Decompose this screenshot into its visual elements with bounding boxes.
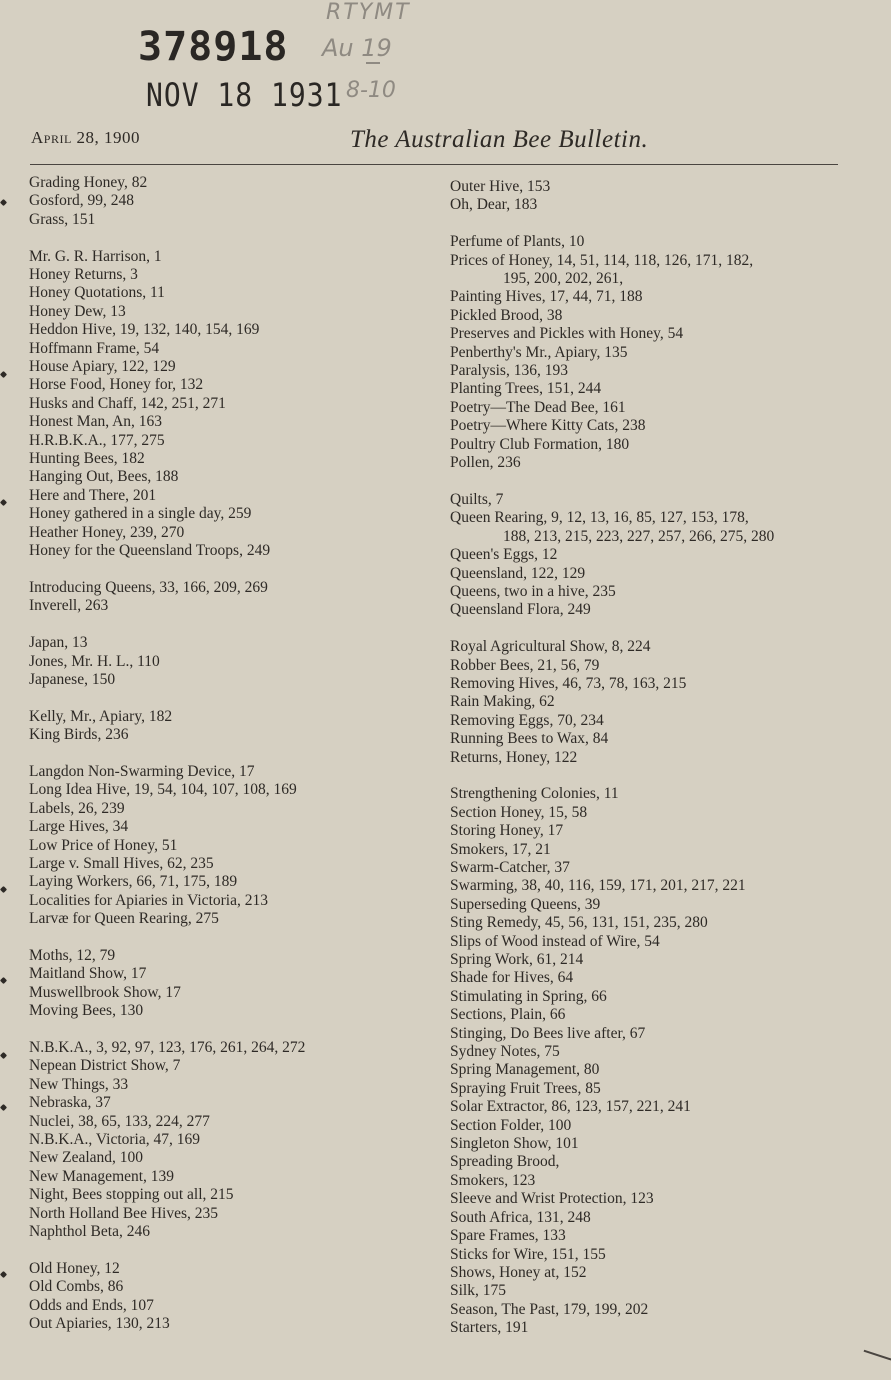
index-entry: New Zealand, 100 — [29, 1149, 144, 1167]
index-group — [450, 785, 870, 1337]
index-right-column — [450, 178, 870, 1356]
index-entry: Silk, 175 — [450, 1282, 506, 1300]
index-group — [29, 634, 429, 689]
index-group — [450, 491, 870, 620]
index-group — [29, 1039, 429, 1241]
index-entry: Laying Workers, 66, 71, 175, 189 — [29, 873, 238, 891]
index-entry: Maitland Show, 17 — [29, 965, 147, 983]
index-entry: Queen's Eggs, 12 — [450, 546, 558, 564]
index-entry: Section Honey, 15, 58 — [450, 803, 588, 821]
handwritten-note-line3: 8-10 — [346, 78, 396, 103]
index-entry: Old Honey, 12 — [29, 1259, 120, 1277]
accession-stamp-number: 378918 — [138, 24, 289, 70]
index-entry: Poetry—The Dead Bee, 161 — [450, 398, 626, 416]
index-entry: Heddon Hive, 19, 132, 140, 154, 169 — [29, 321, 260, 339]
index-entry: Husks and Chaff, 142, 251, 271 — [29, 394, 226, 412]
index-entry: Nuclei, 38, 65, 133, 224, 277 — [29, 1112, 210, 1130]
index-entry: Spring Work, 61, 214 — [450, 951, 584, 968]
index-entry: Oh, Dear, 183 — [450, 196, 538, 214]
index-entry: Spreading Brood, — [450, 1153, 560, 1171]
index-entry: New Things, 33 — [29, 1075, 129, 1093]
index-entry: Heather Honey, 239, 270 — [29, 523, 185, 541]
index-group — [450, 178, 870, 215]
index-entry: Spring Management, 80 — [450, 1061, 600, 1079]
index-entry: Removing Hives, 46, 73, 78, 163, 215 — [450, 674, 687, 692]
margin-mark — [0, 977, 7, 984]
handwritten-note-line1: RTYMT — [326, 0, 411, 25]
index-entry: Nebraska, 37 — [29, 1094, 111, 1112]
index-entry: Poetry—Where Kitty Cats, 238 — [450, 417, 646, 435]
index-entry: Starters, 191 — [450, 1319, 529, 1337]
index-group — [29, 947, 429, 1021]
index-entry: N.B.K.A., 3, 92, 97, 123, 176, 261, 264, 272 — [29, 1038, 306, 1056]
index-entry: Queensland, 122, 129 — [450, 564, 586, 582]
header-rule — [30, 164, 838, 165]
index-entry: Section Folder, 100 — [450, 1116, 572, 1134]
margin-mark — [0, 499, 7, 506]
index-entry: South Africa, 131, 248 — [450, 1208, 591, 1226]
index-group — [29, 1260, 429, 1334]
index-entry: Preserves and Pickles with Honey, 54 — [450, 325, 684, 343]
index-entry: Pickled Brood, 38 — [450, 306, 563, 324]
index-entry: Painting Hives, 17, 44, 71, 188 — [450, 288, 643, 306]
index-entry: Localities for Apiaries in Victoria, 213 — [29, 891, 268, 909]
index-entry: Larvæ for Queen Rearing, 275 — [29, 910, 219, 928]
index-entry: Prices of Honey, 14, 51, 114, 118, 126, 171, 182, — [450, 251, 754, 269]
index-entry: Honey gathered in a single day, 259 — [29, 505, 252, 523]
header-date: April 28, 1900 — [31, 128, 141, 147]
index-entry: Honey Returns, 3 — [29, 266, 138, 284]
index-entry: Singleton Show, 101 — [450, 1135, 579, 1153]
index-entry: Out Apiaries, 130, 213 — [29, 1315, 170, 1333]
margin-mark — [0, 199, 7, 206]
index-entry: Japanese, 150 — [29, 670, 116, 688]
index-group — [29, 708, 429, 745]
index-group — [450, 233, 870, 472]
index-entry: Season, The Past, 179, 199, 202 — [450, 1300, 649, 1318]
margin-mark — [0, 371, 7, 378]
index-entry: Nepean District Show, 7 — [29, 1057, 181, 1075]
margin-mark — [0, 886, 7, 893]
index-entry: Grading Honey, 82 — [29, 174, 148, 191]
index-entry: Outer Hive, 153 — [450, 178, 551, 195]
index-entry: Mr. G. R. Harrison, 1 — [29, 247, 162, 265]
index-entry: Langdon Non-Swarming Device, 17 — [29, 762, 255, 780]
index-entry: Moths, 12, 79 — [29, 946, 116, 964]
index-entry: Spare Frames, 133 — [450, 1227, 566, 1245]
index-entry: Night, Bees stopping out all, 215 — [29, 1186, 234, 1204]
index-entry: Odds and Ends, 107 — [29, 1296, 154, 1314]
index-entry: Slips of Wood instead of Wire, 54 — [450, 932, 660, 950]
index-entry: Large v. Small Hives, 62, 235 — [29, 854, 214, 872]
index-entry: Introducing Queens, 33, 166, 209, 269 — [29, 578, 268, 596]
index-entry: Storing Honey, 17 — [450, 822, 564, 840]
index-entry: Labels, 26, 239 — [29, 799, 125, 817]
index-entry: North Holland Bee Hives, 235 — [29, 1204, 218, 1222]
index-entry: King Birds, 236 — [29, 726, 129, 744]
index-group — [450, 638, 870, 767]
index-entry: Stinging, Do Bees live after, 67 — [450, 1024, 646, 1042]
index-entry: Rain Making, 62 — [450, 693, 555, 711]
margin-mark — [0, 1052, 7, 1059]
index-entry: Stimulating in Spring, 66 — [450, 987, 607, 1005]
page-edge-mark — [859, 1350, 891, 1374]
index-entry: Paralysis, 136, 193 — [450, 362, 568, 380]
index-entry: 188, 213, 215, 223, 227, 257, 266, 275, 280 — [503, 527, 775, 545]
index-entry: H.R.B.K.A., 177, 275 — [29, 431, 165, 449]
index-entry: Sticks for Wire, 151, 155 — [450, 1245, 606, 1263]
index-entry: 195, 200, 202, 261, — [503, 270, 624, 288]
index-entry: Kelly, Mr., Apiary, 182 — [29, 707, 173, 725]
index-entry: Smokers, 17, 21 — [450, 840, 551, 858]
index-entry: Smokers, 123 — [450, 1171, 536, 1189]
publication-title: The Australian Bee Bulletin. — [350, 126, 649, 153]
margin-mark — [0, 1271, 7, 1278]
index-group — [29, 763, 429, 929]
index-entry: Jones, Mr. H. L., 110 — [29, 652, 160, 670]
index-entry: Sting Remedy, 45, 56, 131, 151, 235, 280 — [450, 914, 708, 932]
index-entry: Perfume of Plants, 10 — [450, 233, 585, 251]
handwritten-note-line2: Au 19 — [322, 34, 392, 62]
index-entry: Long Idea Hive, 19, 54, 104, 107, 108, 169 — [29, 781, 297, 799]
index-entry: Low Price of Honey, 51 — [29, 836, 178, 854]
index-entry: Shows, Honey at, 152 — [450, 1263, 587, 1281]
received-date-stamp: NOV 18 1931 — [146, 76, 343, 114]
handwritten-dash — [366, 62, 380, 64]
index-entry: Honey Dew, 13 — [29, 302, 126, 320]
index-entry: Pollen, 236 — [450, 454, 521, 472]
index-entry: Large Hives, 34 — [29, 818, 129, 836]
index-entry: Honest Man, An, 163 — [29, 413, 163, 431]
index-group — [29, 174, 429, 229]
index-entry: Spraying Fruit Trees, 85 — [450, 1079, 601, 1097]
index-entry: Swarm-Catcher, 37 — [450, 858, 570, 876]
index-entry: Gosford, 99, 248 — [29, 192, 135, 210]
index-entry: Here and There, 201 — [29, 486, 157, 504]
index-entry: Royal Agricultural Show, 8, 224 — [450, 638, 651, 656]
index-entry: Penberthy's Mr., Apiary, 135 — [450, 343, 628, 361]
index-entry: Queen Rearing, 9, 12, 13, 16, 85, 127, 153, 178, — [450, 509, 749, 527]
index-entry: Sleeve and Wrist Protection, 123 — [450, 1190, 654, 1208]
index-group — [29, 248, 429, 561]
index-entry: Japan, 13 — [29, 634, 88, 652]
index-entry: Queensland Flora, 249 — [450, 601, 591, 619]
index-left-column — [29, 174, 429, 1352]
index-entry: Hunting Bees, 182 — [29, 450, 145, 468]
index-entry: Naphthol Beta, 246 — [29, 1223, 150, 1241]
index-entry: Honey Quotations, 11 — [29, 284, 165, 302]
index-entry: N.B.K.A., Victoria, 47, 169 — [29, 1131, 200, 1149]
index-entry: Grass, 151 — [29, 210, 96, 228]
index-entry: Hoffmann Frame, 54 — [29, 339, 160, 357]
index-entry: Sydney Notes, 75 — [450, 1043, 560, 1061]
index-entry: Honey for the Queensland Troops, 249 — [29, 542, 271, 560]
index-entry: Solar Extractor, 86, 123, 157, 221, 241 — [450, 1098, 691, 1116]
index-entry: Robber Bees, 21, 56, 79 — [450, 656, 600, 674]
index-entry: Superseding Queens, 39 — [450, 895, 601, 913]
index-entry: House Apiary, 122, 129 — [29, 358, 176, 376]
index-entry: Inverell, 263 — [29, 597, 109, 615]
index-entry: Sections, Plain, 66 — [450, 1006, 566, 1024]
index-entry: Poultry Club Formation, 180 — [450, 435, 630, 453]
index-entry: Hanging Out, Bees, 188 — [29, 468, 179, 486]
index-entry: Queens, two in a hive, 235 — [450, 582, 616, 600]
margin-mark — [0, 1104, 7, 1111]
index-entry: Running Bees to Wax, 84 — [450, 730, 609, 748]
index-entry: Muswellbrook Show, 17 — [29, 983, 181, 1001]
index-entry: Strengthening Colonies, 11 — [450, 785, 619, 803]
index-entry: Swarming, 38, 40, 116, 159, 171, 201, 217, 221 — [450, 877, 746, 895]
index-entry: Horse Food, Honey for, 132 — [29, 376, 204, 394]
index-entry: New Management, 139 — [29, 1167, 175, 1185]
index-entry: Quilts, 7 — [450, 490, 504, 508]
index-entry: Shade for Hives, 64 — [450, 969, 574, 987]
index-entry: Removing Eggs, 70, 234 — [450, 711, 604, 729]
index-entry: Returns, Honey, 122 — [450, 748, 578, 766]
index-entry: Moving Bees, 130 — [29, 1002, 144, 1020]
index-entry: Planting Trees, 151, 244 — [450, 380, 602, 398]
index-entry: Old Combs, 86 — [29, 1278, 124, 1296]
index-group — [29, 579, 429, 616]
